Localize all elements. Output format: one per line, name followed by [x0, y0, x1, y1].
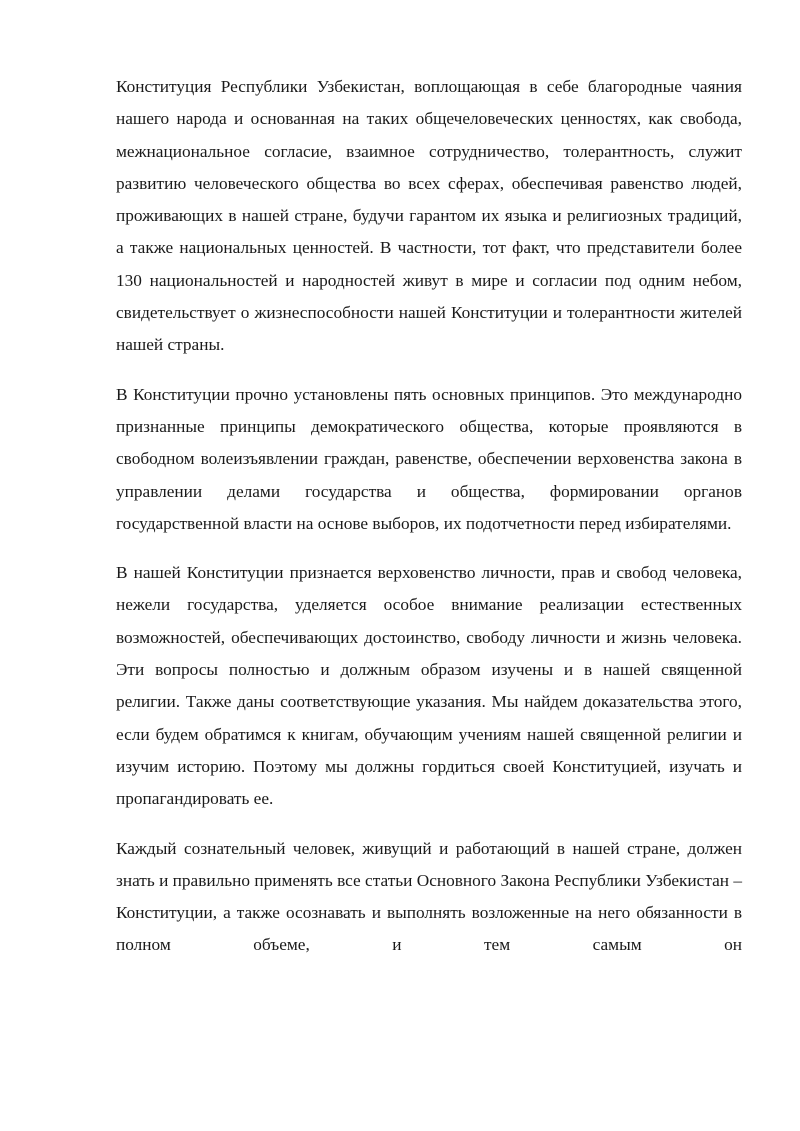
paragraph-2: В Конституции прочно установлены пять основных принципов. Это международно признанные принципы демократического общества, которые проявляются в свободном волеизъявлении граждан, равенстве, обеспечении верховенства закона в управлении делами государства и общества, формировании органов государственной власти на основе выборов, их подотчетности перед избирателями.: [116, 384, 742, 533]
document-body: [116, 71, 742, 962]
paragraph-1: Конституция Республики Узбекистан, воплощающая в себе благородные чаяния нашего народа и основанная на таких общечеловеческих ценностях, как свобода, межнациональное согласие, взаимное сотрудничество, толерантность, служит развитию человеческого общества во всех сферах, обеспечивая равенство людей, проживающих в нашей стране, будучи гарантом их языка и религиозных традиций, а также национальных ценностей. В частности, тот факт, что представители более 130 национальностей и народностей живут в мире и согласии под одним небом, свидетельствует о жизнеспособности нашей Конституции и толерантности жителей нашей страны.: [116, 77, 742, 355]
paragraph-4: Каждый сознательный человек, живущий и работающий в нашей стране, должен знать и правильно применять все статьи Основного Закона Республики Узбекистан – Конституции, а также осознавать и выполнять возложенные на него обязанности в полном объеме, и тем самым он: [116, 838, 742, 955]
paragraph-3: В нашей Конституции признается верховенство личности, прав и свобод человека, нежели государства, уделяется особое внимание реализации естественных возможностей, обеспечивающих достоинство, свободу личности и жизнь человека. Эти вопросы полностью и должным образом изучены и в нашей священной религии. Также даны соответствующие указания. Мы найдем доказательства этого, если будем обратимся к книгам, обучающим учениям нашей священной религии и изучим историю. Поэтому мы должны гордиться своей Конституцией, изучать и пропагандировать ее.: [116, 563, 742, 809]
